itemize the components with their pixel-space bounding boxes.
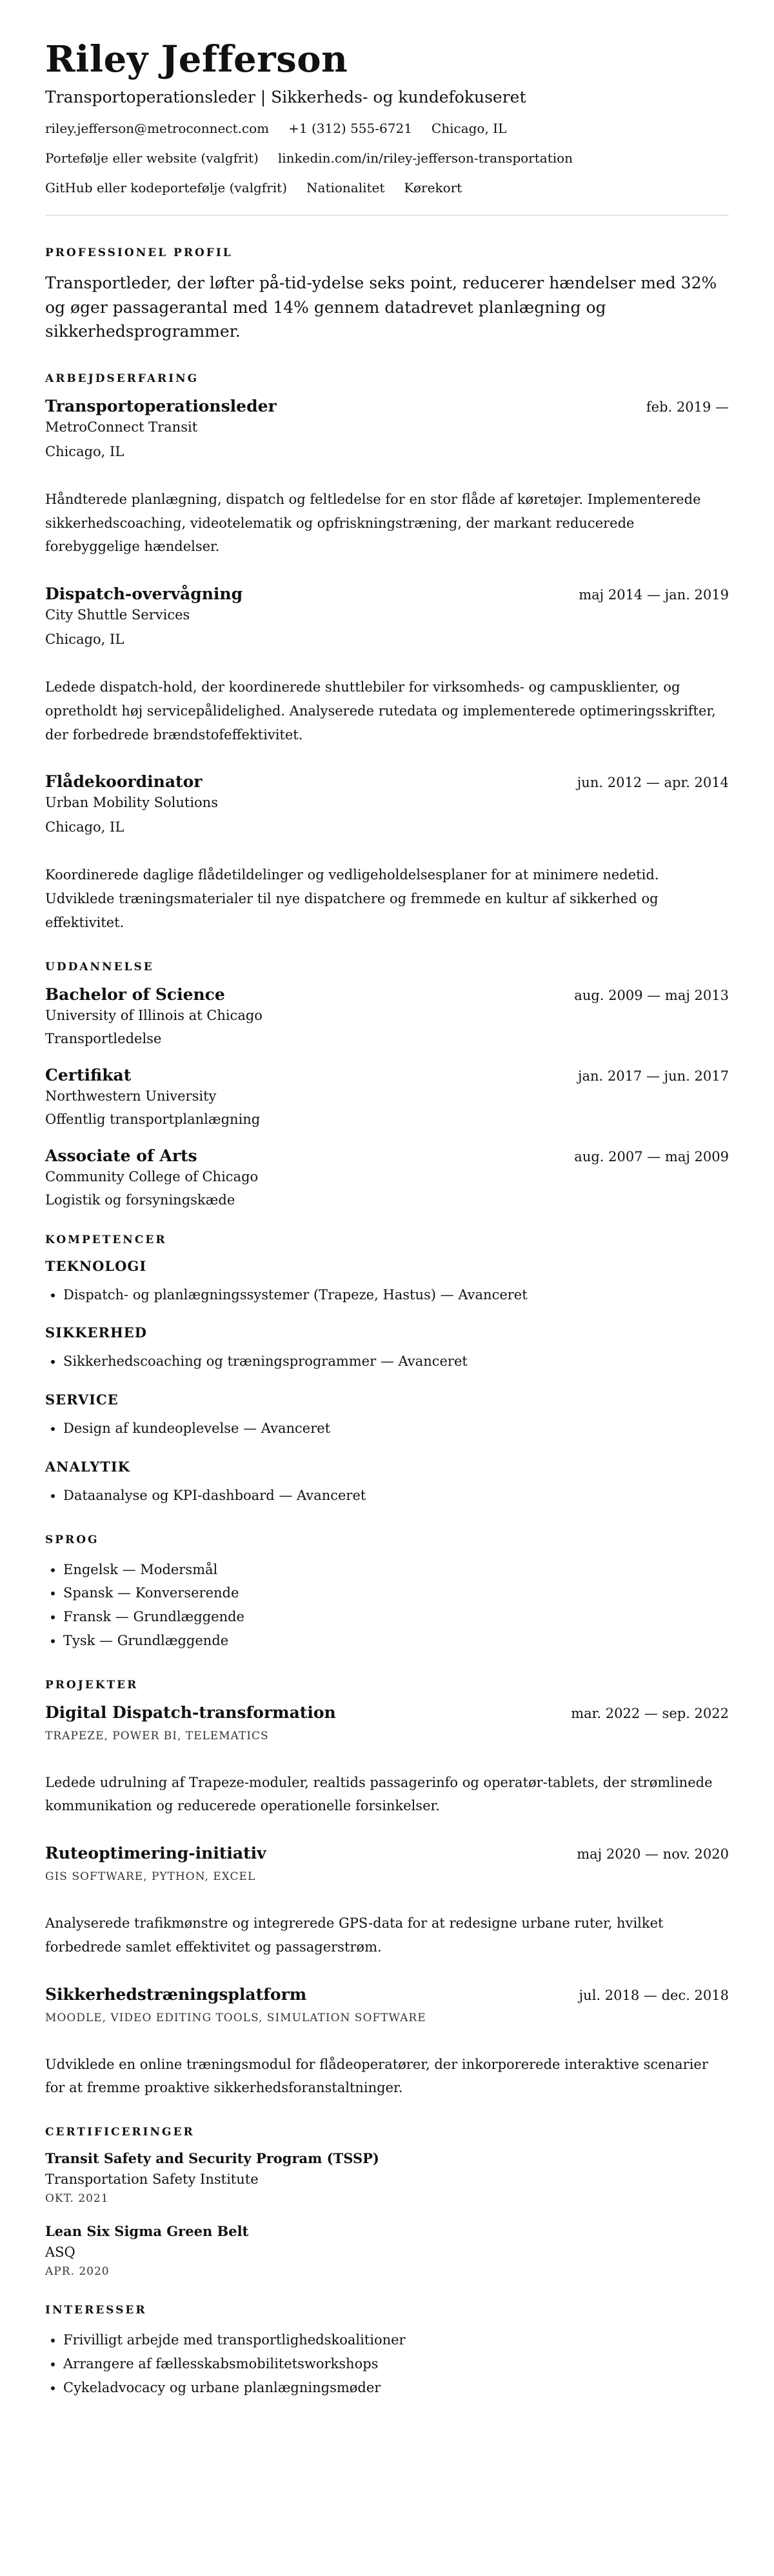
headline: Transportoperationsleder | Sikkerheds- og kundefokuseret bbox=[45, 88, 526, 107]
project-description: Udviklede en online træningsmodul for flådeoperatører, der inkorporerede interaktive scenarier for at fremme proaktive sikkerhedsforanstaltninger. bbox=[45, 2056, 708, 2096]
section-title-interests: INTERESSER bbox=[45, 2304, 147, 2317]
job-location: Chicago, IL bbox=[45, 632, 124, 648]
certification-issuer: ASQ bbox=[45, 2244, 75, 2261]
job-date: jun. 2012 — apr. 2014 bbox=[577, 775, 729, 791]
language-item: • Tysk — Grundlæggende bbox=[63, 1629, 729, 1653]
education-entry bbox=[45, 1146, 729, 1208]
section-title-projects: PROJEKTER bbox=[45, 1678, 139, 1692]
project-description: Ledede udrulning af Trapeze-moduler, realtids passagerinfo og operatør-tablets, der strømlinede kommunikation og reducerede operationelle forsinkelser. bbox=[45, 1774, 713, 1814]
section-title-education: UDDANNELSE bbox=[45, 960, 154, 973]
resume-header bbox=[45, 39, 729, 195]
language-item: • Engelsk — Modersmål bbox=[63, 1558, 729, 1582]
phone-number[interactable]: +1 (312) 555-6721 bbox=[288, 121, 412, 137]
certification-entry bbox=[45, 2150, 729, 2205]
language-item: • Fransk — Grundlæggende bbox=[63, 1605, 729, 1629]
candidate-name: Riley Jefferson bbox=[45, 38, 348, 81]
location: Chicago, IL bbox=[431, 121, 507, 137]
project-tags: MOODLE, VIDEO EDITING TOOLS, SIMULATION SOFTWARE bbox=[45, 2011, 426, 2024]
projects-section bbox=[45, 1679, 729, 2101]
company-name: City Shuttle Services bbox=[45, 607, 190, 623]
contact-row-3 bbox=[45, 180, 729, 195]
github-link[interactable]: GitHub eller kodeportefølje (valgfrit) bbox=[45, 180, 288, 196]
skill-category: SERVICE bbox=[45, 1392, 119, 1408]
degree-title: Bachelor of Science bbox=[45, 984, 225, 1004]
interest-list bbox=[45, 2328, 729, 2399]
company-name: MetroConnect Transit bbox=[45, 419, 198, 435]
skill-list bbox=[45, 1283, 729, 1307]
interest-item: • Arrangere af fællesskabsmobilitetsworkshops bbox=[63, 2352, 729, 2376]
education-date: aug. 2009 — maj 2013 bbox=[574, 987, 729, 1003]
company-name: Urban Mobility Solutions bbox=[45, 795, 218, 811]
degree-title: Associate of Arts bbox=[45, 1146, 197, 1165]
education-date: jan. 2017 — jun. 2017 bbox=[577, 1068, 729, 1084]
language-list bbox=[45, 1558, 729, 1653]
email-link[interactable]: riley.jefferson@metroconnect.com bbox=[45, 121, 270, 137]
job-date: maj 2014 — jan. 2019 bbox=[579, 587, 729, 603]
certification-name: Transit Safety and Security Program (TSSP) bbox=[45, 2150, 379, 2167]
linkedin-link[interactable]: linkedin.com/in/riley-jefferson-transportation bbox=[277, 150, 573, 166]
skill-list bbox=[45, 1350, 729, 1373]
experience-section bbox=[45, 372, 729, 935]
certification-issuer: Transportation Safety Institute bbox=[45, 2172, 259, 2188]
certification-entry bbox=[45, 2223, 729, 2278]
job-description: Håndterede planlægning, dispatch og feltledelse for en stor flåde af køretøjer. Implementerede sikkerhedscoaching, videotelematik og opfriskningstræning, der markant reducerede forebyggelige hændelser. bbox=[45, 491, 701, 555]
school-name: Community College of Chicago bbox=[45, 1168, 259, 1184]
job-date: feb. 2019 — bbox=[646, 399, 729, 415]
project-date: maj 2020 — nov. 2020 bbox=[577, 1846, 729, 1862]
skills-section bbox=[45, 1233, 729, 1508]
profile-section bbox=[45, 246, 729, 344]
study-area: Offentlig transportplanlægning bbox=[45, 1111, 261, 1127]
certification-date: APR. 2020 bbox=[45, 2265, 110, 2279]
school-name: University of Illinois at Chicago bbox=[45, 1007, 263, 1023]
nationality: Nationalitet bbox=[306, 180, 385, 196]
job-location: Chicago, IL bbox=[45, 443, 124, 459]
project-date: jul. 2018 — dec. 2018 bbox=[579, 1987, 729, 2003]
skill-list bbox=[45, 1417, 729, 1441]
project-tags: TRAPEZE, POWER BI, TELEMATICS bbox=[45, 1729, 269, 1742]
languages-section bbox=[45, 1533, 729, 1653]
project-tags: GIS SOFTWARE, PYTHON, EXCEL bbox=[45, 1870, 256, 1884]
project-name: Digital Dispatch-transformation bbox=[45, 1702, 336, 1722]
job-location: Chicago, IL bbox=[45, 819, 124, 835]
skill-category: ANALYTIK bbox=[45, 1458, 130, 1475]
interests-section bbox=[45, 2304, 729, 2399]
certifications-section bbox=[45, 2126, 729, 2278]
education-section bbox=[45, 961, 729, 1208]
job-title: Flådekoordinator bbox=[45, 772, 203, 792]
project-name: Sikkerhedstræningsplatform bbox=[45, 1984, 307, 2004]
project-date: mar. 2022 — sep. 2022 bbox=[571, 1705, 729, 1721]
portfolio-link[interactable]: Portefølje eller website (valgfrit) bbox=[45, 150, 259, 166]
skill-category: SIKKERHED bbox=[45, 1324, 148, 1341]
interest-item: • Frivilligt arbejde med transportlighedskoalitioner bbox=[63, 2328, 729, 2352]
project-entry bbox=[45, 1985, 729, 2101]
skill-category: TEKNOLOGI bbox=[45, 1257, 147, 1274]
skill-list bbox=[45, 1484, 729, 1508]
section-title-languages: SPROG bbox=[45, 1533, 99, 1546]
job-title: Dispatch-overvågning bbox=[45, 584, 243, 604]
skill-item: • Dispatch- og planlægningssystemer (Trapeze, Hastus) — Avanceret bbox=[63, 1283, 729, 1307]
education-date: aug. 2007 — maj 2009 bbox=[574, 1148, 729, 1164]
skill-item: • Sikkerhedscoaching og træningsprogrammer — Avanceret bbox=[63, 1350, 729, 1373]
study-area: Transportledelse bbox=[45, 1030, 162, 1046]
drivers-license: Kørekort bbox=[404, 180, 462, 196]
section-title-skills: KOMPETENCER bbox=[45, 1233, 167, 1246]
education-entry bbox=[45, 1066, 729, 1127]
contact-row-1 bbox=[45, 121, 729, 136]
job-description: Koordinerede daglige flådetildelinger og vedligeholdelsesplaner for at minimere nedetid. Udviklede træningsmaterialer til nye dispatchere og fremmede en kultur af sikkerhed og effektivitet. bbox=[45, 867, 659, 930]
project-name: Ruteoptimering-initiativ bbox=[45, 1844, 266, 1863]
project-description: Analyserede trafikmønstre og integrerede GPS-data for at redesigne urbane ruter, hvilket forbedrede samlet effektivitet og passagerstrøm. bbox=[45, 1915, 664, 1955]
study-area: Logistik og forsyningskæde bbox=[45, 1192, 235, 1208]
skill-item: • Dataanalyse og KPI-dashboard — Avanceret bbox=[63, 1484, 729, 1508]
certification-name: Lean Six Sigma Green Belt bbox=[45, 2223, 249, 2240]
section-title-profile: PROFESSIONEL PROFIL bbox=[45, 246, 233, 260]
skill-item: • Design af kundeoplevelse — Avanceret bbox=[63, 1417, 729, 1441]
education-entry bbox=[45, 985, 729, 1046]
profile-text: Transportleder, der løfter på-tid-ydelse seks point, reducerer hændelser med 32% og øger passagerantal med 14% gennem datadrevet planlægning og sikkerhedsprogrammer. bbox=[45, 274, 717, 341]
interest-item: • Cykeladvocacy og urbane planlægningsmøder bbox=[63, 2376, 729, 2400]
school-name: Northwestern University bbox=[45, 1088, 217, 1104]
experience-entry bbox=[45, 772, 729, 934]
job-description: Ledede dispatch-hold, der koordinerede shuttlebiler for virksomheds- og campusklienter, og opretholdt høj servicepålidelighed. Analyserede rutedata og implementerede optimeringsskrifter, der forbedrede brændstofeffektivitet. bbox=[45, 679, 716, 743]
contact-row-2 bbox=[45, 150, 729, 166]
project-entry bbox=[45, 1844, 729, 1959]
degree-title: Certifikat bbox=[45, 1065, 132, 1084]
experience-entry bbox=[45, 584, 729, 746]
section-title-experience: ARBEJDSERFARING bbox=[45, 372, 199, 385]
project-entry bbox=[45, 1703, 729, 1819]
section-title-certifications: CERTIFICERINGER bbox=[45, 2126, 195, 2139]
experience-entry bbox=[45, 397, 729, 559]
job-title: Transportoperationsleder bbox=[45, 396, 277, 415]
certification-date: OKT. 2021 bbox=[45, 2192, 109, 2206]
language-item: • Spansk — Konverserende bbox=[63, 1581, 729, 1605]
